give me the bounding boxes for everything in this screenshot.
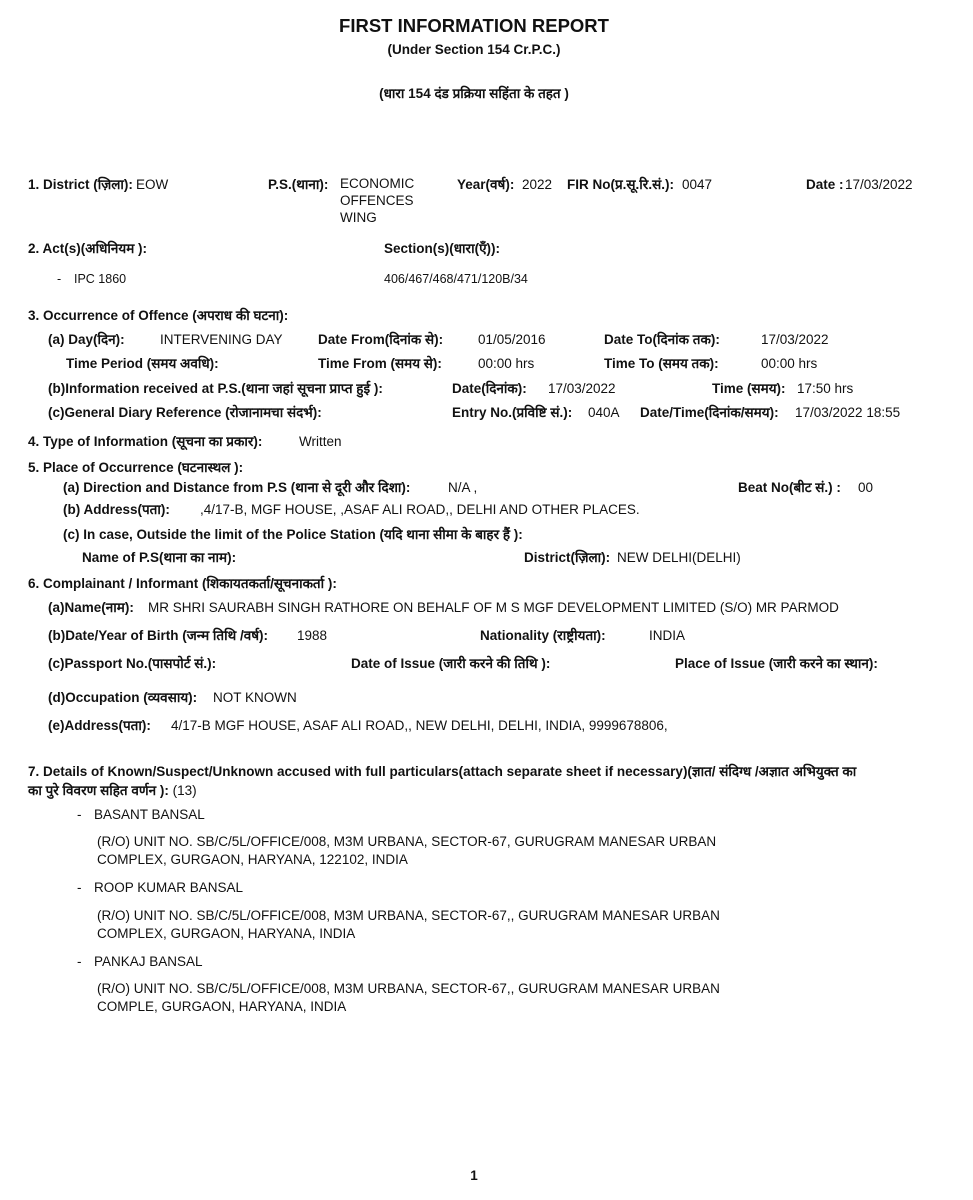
sections-value: 406/467/468/471/120B/34 (384, 272, 528, 286)
info-time-label: Time (समय): (712, 381, 786, 396)
nationality-label: Nationality (राष्ट्रीयता): (480, 628, 606, 643)
accused-address-line-1: (R/O) UNIT NO. SB/C/5L/OFFICE/008, M3M URBANA, SECTOR-67,, GURUGRAM MANESAR URBAN (97, 908, 720, 923)
district-value: EOW (136, 177, 169, 192)
direction-value: N/A , (448, 480, 478, 495)
info-type-label: 4. Type of Information (सूचना का प्रकार): (28, 434, 263, 449)
beat-number-label: Beat No(बीट सं.) : (738, 480, 841, 495)
accused-heading-continuation: का पुरे विवरण सहित वर्णन ): (28, 783, 169, 798)
nationality-value: INDIA (649, 628, 686, 643)
fir-number-label: FIR No(प्र.सू.रि.सं.): (567, 177, 674, 192)
place-heading: 5. Place of Occurrence (घटनास्थल ): (28, 460, 244, 475)
year-label: Year(वर्ष): (457, 177, 515, 192)
entry-number-value: 040A (588, 405, 620, 420)
act-value: IPC 1860 (74, 272, 127, 286)
occupation-value: NOT KNOWN (213, 690, 297, 705)
accused-name: ROOP KUMAR BANSAL (94, 880, 244, 895)
occupation-label: (d)Occupation (व्यवसाय): (48, 690, 198, 705)
outside-district-value: NEW DELHI(DELHI) (617, 550, 741, 565)
diary-datetime-label: Date/Time(दिनांक/समय): (640, 405, 779, 420)
page-title: FIRST INFORMATION REPORT (339, 15, 609, 36)
fir-number-value: 0047 (682, 177, 713, 192)
date-to-label: Date To(दिनांक तक): (604, 332, 720, 347)
complainant-name-label: (a)Name(नाम): (48, 600, 134, 615)
district-label: 1. District (ज़िला): (28, 177, 133, 192)
date-from-value: 01/05/2016 (478, 332, 546, 347)
accused-name: PANKAJ BANSAL (94, 954, 203, 969)
time-period-label: Time Period (समय अवधि): (66, 356, 219, 371)
day-value: INTERVENING DAY (160, 332, 283, 347)
outside-district-label: District(ज़िला): (524, 550, 611, 565)
complainant-heading: 6. Complainant / Informant (शिकायतकर्ता/सूचनाकर्ता ): (28, 576, 337, 591)
beat-number-value: 00 (858, 480, 874, 495)
accused-dash: - (77, 954, 82, 969)
police-station-line-3: WING (340, 210, 377, 225)
passport-label: (c)Passport No.(पासपोर्ट सं.): (48, 656, 217, 671)
complainant-address-value: 4/17-B MGF HOUSE, ASAF ALI ROAD,, NEW DELHI, DELHI, INDIA, 9999678806, (171, 718, 668, 733)
accused-name: BASANT BANSAL (94, 807, 205, 822)
date-to-value: 17/03/2022 (761, 332, 829, 347)
time-from-label: Time From (समय से): (318, 356, 442, 371)
occurrence-heading: 3. Occurrence of Offence (अपराध की घटना): (28, 308, 289, 323)
info-date-value: 17/03/2022 (548, 381, 616, 396)
accused-heading: 7. Details of Known/Suspect/Unknown accused with full particulars(attach separate sheet if necessary)(ज्ञात/ संदिग्ध /अज्ञात अभियुक्त का (28, 764, 857, 779)
issue-date-label: Date of Issue (जारी करने की तिथि ): (351, 656, 551, 671)
accused-heading-line-2 (28, 783, 197, 799)
entry-number-label: Entry No.(प्रविष्टि सं.): (452, 405, 573, 420)
time-from-value: 00:00 hrs (478, 356, 535, 371)
accused-address-line-2: COMPLE, GURGAON, HARYANA, INDIA (97, 999, 347, 1014)
acts-label: 2. Act(s)(अधिनियम ): (28, 241, 148, 256)
page-subtitle: (Under Section 154 Cr.P.C.) (387, 42, 561, 57)
time-to-label: Time To (समय तक): (604, 356, 719, 371)
occurrence-address-value: ,4/17-B, MGF HOUSE, ,ASAF ALI ROAD,, DELHI AND OTHER PLACES. (200, 502, 640, 517)
accused-address-line-2: COMPLEX, GURGAON, HARYANA, 122102, INDIA (97, 852, 408, 867)
fir-date-value: 17/03/2022 (845, 177, 913, 192)
occurrence-address-label: (b) Address(पता): (63, 502, 170, 517)
info-time-value: 17:50 hrs (797, 381, 854, 396)
diary-datetime-value: 17/03/2022 18:55 (795, 405, 901, 420)
year-value: 2022 (522, 177, 553, 192)
direction-label: (a) Direction and Distance from P.S (थाना से दूरी और दिशा): (63, 480, 411, 495)
general-diary-label: (c)General Diary Reference (रोजानामचा संदर्भ): (48, 405, 322, 420)
outside-limit-label: (c) In case, Outside the limit of the Police Station (यदि थाना सीमा के बाहर हैं ): (63, 527, 523, 542)
accused-count: (13) (172, 783, 197, 798)
accused-address-line-2: COMPLEX, GURGAON, HARYANA, INDIA (97, 926, 356, 941)
act-dash: - (57, 272, 62, 286)
complainant-name-value: MR SHRI SAURABH SINGH RATHORE ON BEHALF OF M S MGF DEVELOPMENT LIMITED (S/O) MR PARMOD (148, 600, 839, 615)
info-date-label: Date(दिनांक): (452, 381, 527, 396)
fir-date-label: Date : (806, 177, 844, 192)
page-number: 1 (470, 1168, 478, 1183)
outside-ps-name-label: Name of P.S(थाना का नाम): (82, 550, 237, 565)
accused-address-line-1: (R/O) UNIT NO. SB/C/5L/OFFICE/008, M3M URBANA, SECTOR-67, GURUGRAM MANESAR URBAN (97, 834, 717, 849)
info-received-label: (b)Information received at P.S.(थाना जहां सूचना प्राप्त हुई ): (48, 381, 383, 396)
day-label: (a) Day(दिन): (48, 332, 125, 347)
date-from-label: Date From(दिनांक से): (318, 332, 444, 347)
dob-label: (b)Date/Year of Birth (जन्म तिथि /वर्ष): (48, 628, 269, 643)
accused-dash: - (77, 807, 82, 822)
sections-label: Section(s)(धारा(एँ)): (384, 241, 501, 256)
info-type-value: Written (299, 434, 342, 449)
accused-dash: - (77, 880, 82, 895)
issue-place-label: Place of Issue (जारी करने का स्थान): (675, 656, 878, 671)
complainant-address-label: (e)Address(पता): (48, 718, 151, 733)
police-station-label: P.S.(थाना): (268, 177, 329, 192)
hindi-subtitle: (धारा 154 दंड प्रक्रिया सहिंता के तहत ) (379, 86, 569, 101)
police-station-line-2: OFFENCES (340, 193, 414, 208)
dob-value: 1988 (297, 628, 328, 643)
accused-address-line-1: (R/O) UNIT NO. SB/C/5L/OFFICE/008, M3M URBANA, SECTOR-67,, GURUGRAM MANESAR URBAN (97, 981, 720, 996)
time-to-value: 00:00 hrs (761, 356, 818, 371)
police-station-line-1: ECONOMIC (340, 176, 415, 191)
